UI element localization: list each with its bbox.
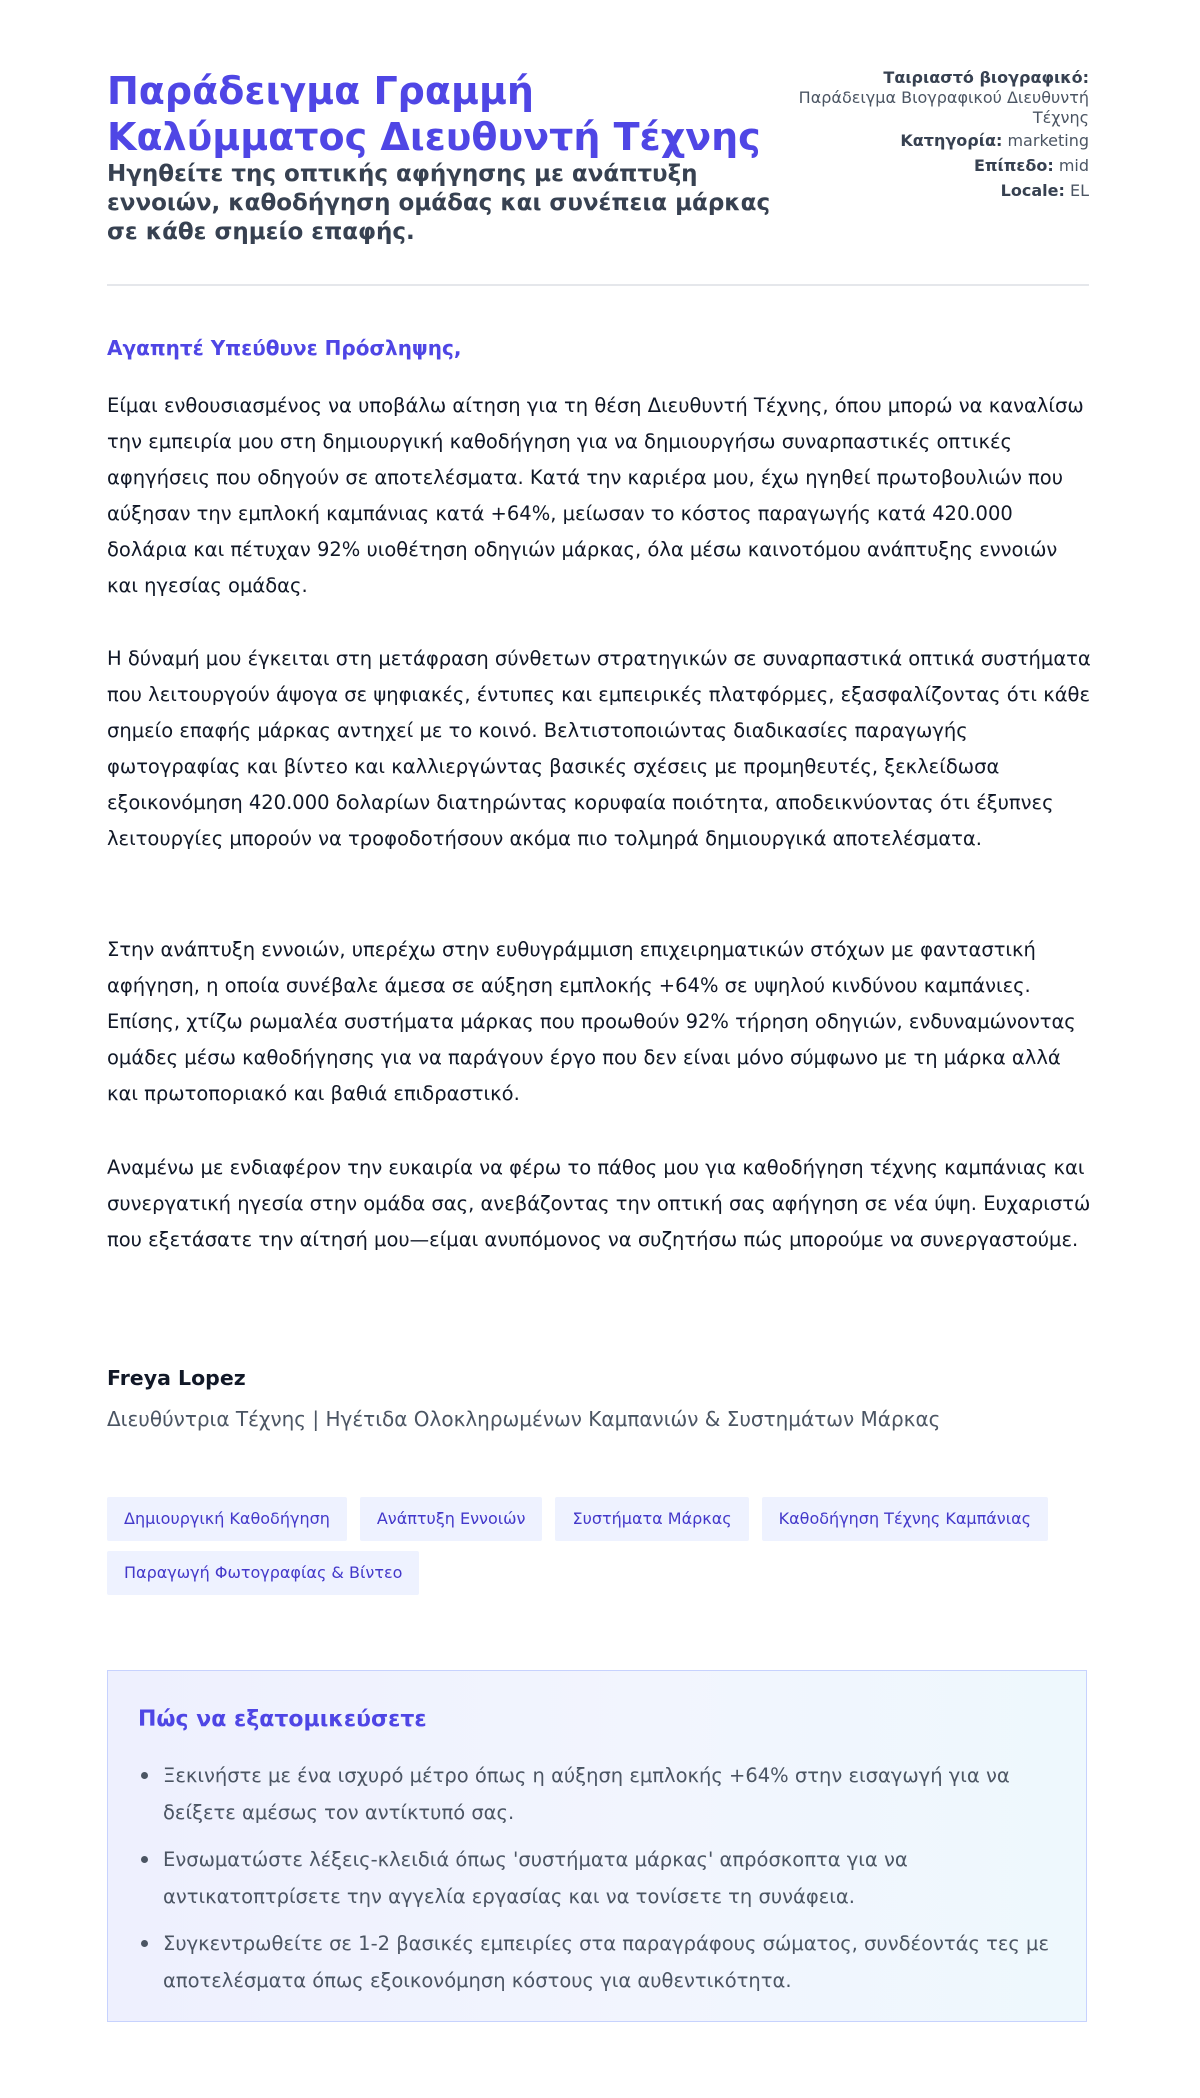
meta-category <box>789 128 1089 153</box>
skill-tag: Δημιουργική Καθοδήγηση <box>107 1497 347 1541</box>
meta-locale-value: EL <box>1069 181 1089 200</box>
letter-paragraph: Είμαι ενθουσιασμένος να υποβάλω αίτηση για τη θέση Διευθυντή Τέχνης, όπου μπορώ να καναλίσω την εμπειρία μου στη δημιουργική καθοδήγηση για να δημιουργήσω συναρπαστικές οπτικές αφηγήσεις που οδηγούν σε αποτελέσματα. Κατά την καριέρα μου, έχω ηγηθεί πρωτοβουλιών που αύξησαν την εμπλοκή καμπάνιας κατά +64%, μείωσαν το κόστος παραγωγής κατά 420.000 δολάρια και πέτυχαν 92% υιοθέτηση οδηγιών μάρκας, όλα μέσω καινοτόμου ανάπτυξης εννοιών και ηγεσίας ομάδας. <box>107 394 1084 597</box>
meta-level <box>789 153 1089 178</box>
meta-locale <box>789 178 1089 203</box>
skill-tags <box>107 1497 1097 1595</box>
meta-level-label: Επίπεδο: <box>973 156 1054 175</box>
tips-list <box>163 1757 1053 2009</box>
skill-tag: Καθοδήγηση Τέχνης Καμπάνιας <box>762 1497 1048 1541</box>
meta-resume-value: Παράδειγμα Βιογραφικού Διευθυντή Τέχνης <box>798 88 1089 127</box>
signature-name: Freya Lopez <box>107 1366 246 1390</box>
meta-resume-label: Ταιριαστό βιογραφικό: <box>883 68 1089 87</box>
skill-tag: Συστήματα Μάρκας <box>555 1497 748 1541</box>
customization-tips-box <box>107 1670 1087 2022</box>
tip-item: Ενσωματώστε λέξεις-κλειδιά όπως 'συστήματα μάρκας' απρόσκοπτα για να αντικατοπτρίσετε την αγγελία εργασίας και να τονίσετε τη συνάφεια. <box>163 1841 1053 1915</box>
meta-resume <box>789 68 1089 128</box>
meta-category-label: Κατηγορία: <box>900 131 1003 150</box>
skill-tag: Παραγωγή Φωτογραφίας & Βίντεο <box>107 1551 419 1595</box>
skill-tag: Ανάπτυξη Εννοιών <box>360 1497 543 1541</box>
letter-paragraph: Αναμένω με ενδιαφέρον την ευκαιρία να φέρω το πάθος μου για καθοδήγηση τέχνης καμπάνιας και συνεργατική ηγεσία στην ομάδα σας, ανεβάζοντας την οπτική σας αφήγηση σε νέα ύψη. Ευχαριστώ που εξετάσατε την αίτησή μου—είμαι ανυπόμονος να συζητήσω πώς μπορούμε να συνεργαστούμε. <box>107 1156 1091 1251</box>
tip-item: Ξεκινήστε με ένα ισχυρό μέτρο όπως η αύξηση εμπλοκής +64% στην εισαγωγή για να δείξετε αμέσως τον αντίκτυπό σας. <box>163 1757 1053 1831</box>
page-header <box>107 68 1089 286</box>
meta-level-value: mid <box>1058 156 1089 175</box>
page-subtitle: Ηγηθείτε της οπτικής αφήγησης με ανάπτυξη εννοιών, καθοδήγηση ομάδας και συνέπεια μάρκας σε κάθε σημείο επαφής. <box>107 161 771 245</box>
meta-locale-label: Locale: <box>1000 181 1065 200</box>
letter-salutation: Αγαπητέ Υπεύθυνε Πρόσληψης, <box>107 336 462 360</box>
letter-paragraph: Η δύναμή μου έγκειται στη μετάφραση σύνθετων στρατηγικών σε συναρπαστικά οπτικά συστήματα που λειτουργούν άψογα σε ψηφιακές, έντυπες και εμπειρικές πλατφόρμες, εξασφαλίζοντας ότι κάθε σημείο επαφής μάρκας αντηχεί με το κοινό. Βελτιστοποιώντας διαδικασίες παραγωγής φωτογραφίας και βίντεο και καλλιεργώντας βασικές σχέσεις με προμηθευτές, ξεκλείδωσα εξοικονόμηση 420.000 δολαρίων διατηρώντας κορυφαία ποιότητα, αποδεικνύοντας ότι έξυπνες λειτουργίες μπορούν να τροφοδοτήσουν ακόμα πιο τολμηρά δημιουργικά αποτελέσματα. <box>107 647 1091 850</box>
page-title: Παράδειγμα Γραμμή Καλύμματος Διευθυντή Τέχνης <box>107 69 761 159</box>
letter-paragraph: Στην ανάπτυξη εννοιών, υπερέχω στην ευθυγράμμιση επιχειρηματικών στόχων με φανταστική αφήγηση, η οποία συνέβαλε άμεσα σε αύξηση εμπλοκής +64% σε υψηλού κινδύνου καμπάνιες. Επίσης, χτίζω ρωμαλέα συστήματα μάρκας που προωθούν 92% τήρηση οδηγιών, ενδυναμώνοντας ομάδες μέσω καθοδήγησης για να παράγουν έργο που δεν είναι μόνο σύμφωνο με τη μάρκα αλλά και πρωτοποριακό και βαθιά επιδραστικό. <box>107 938 1076 1105</box>
meta-panel <box>789 68 1089 203</box>
signature-title: Διευθύντρια Τέχνης | Ηγέτιδα Ολοκληρωμένων Καμπανιών & Συστημάτων Μάρκας <box>107 1407 941 1431</box>
tip-item: Συγκεντρωθείτε σε 1-2 βασικές εμπειρίες στα παραγράφους σώματος, συνδέοντάς τες με αποτελέσματα όπως εξοικονόμηση κόστους για αυθεντικότητα. <box>163 1925 1053 1999</box>
meta-category-value: marketing <box>1007 131 1089 150</box>
tips-title: Πώς να εξατομικεύσετε <box>138 1707 427 1732</box>
